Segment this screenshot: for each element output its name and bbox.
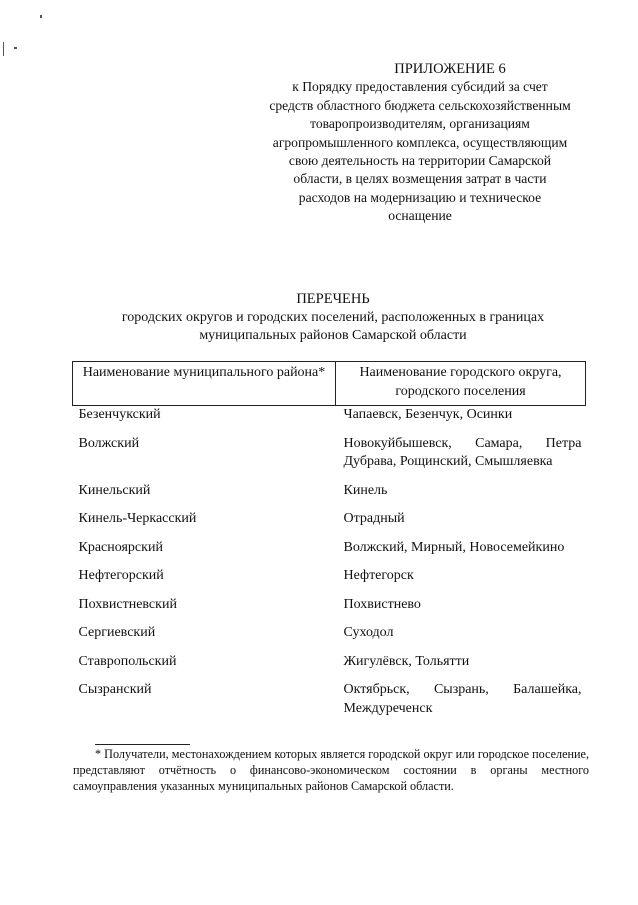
- district-cell: Сызранский: [78, 682, 152, 697]
- district-cell: Ставропольский: [78, 653, 177, 669]
- district-cell: Сергиевский: [78, 625, 156, 640]
- settlements-cell: Новокуйбышевск, Самара, Петра Дубрава, Рощинский, Смышляевка: [343, 435, 582, 469]
- appendix-title: ПРИЛОЖЕНИЕ 6: [394, 61, 506, 77]
- table-row: [73, 435, 586, 482]
- settlements-cell: Похвистнево: [343, 596, 421, 612]
- scan-mark-dot: [14, 47, 17, 49]
- table-row: [73, 510, 586, 539]
- district-cell: Кинельский: [78, 482, 151, 498]
- settlements-cell: Суходол: [343, 625, 394, 640]
- appendix-line: области, в целях возмещения затрат в части: [293, 171, 547, 187]
- appendix-line: оснащение: [388, 208, 452, 224]
- settlements-cell: Октябрьск, Сызрань, Балашейка, Междуреченск: [343, 682, 582, 716]
- table-row: [73, 681, 586, 728]
- settlements-cell: Нефтегорск: [343, 568, 414, 583]
- settlements-cell: Чапаевск, Безенчук, Осинки: [343, 407, 513, 422]
- appendix-block: [250, 60, 590, 226]
- district-cell: Нефтегорский: [78, 568, 164, 583]
- district-cell: Красноярский: [78, 539, 163, 555]
- appendix-line: свою деятельность на территории Самарской: [288, 153, 552, 169]
- heading-line: муниципальных районов Самарской области: [199, 328, 467, 343]
- footnote-divider: [95, 744, 190, 745]
- table-row: [73, 567, 586, 596]
- table-row: [73, 406, 586, 435]
- district-cell: Кинель-Черкасский: [78, 511, 197, 526]
- scan-mark-top: [40, 15, 42, 18]
- document-heading: [80, 290, 586, 346]
- appendix-line: товаропроизводителям, организациям: [310, 116, 530, 132]
- header-district: Наименование муниципального района*: [73, 362, 336, 406]
- table-row: [73, 624, 586, 653]
- settlements-cell: Жигулёвск, Тольятти: [343, 653, 470, 669]
- heading-title: ПЕРЕЧЕНЬ: [296, 291, 370, 307]
- appendix-line: расходов на модернизацию и техническое: [298, 189, 542, 205]
- header-settlement: Наименование городского округа, городского поселения: [336, 362, 586, 406]
- settlements-cell: Кинель: [343, 482, 388, 498]
- table-row: [73, 653, 586, 682]
- settlements-cell: Волжский, Мирный, Новосемейкино: [343, 539, 565, 555]
- district-cell: Безенчукский: [78, 407, 161, 422]
- scan-mark-left: [3, 42, 4, 56]
- appendix-line: агропромышленного комплекса, осуществляющим: [272, 134, 568, 150]
- heading-line: городских округов и городских поселений, расположенных в границах: [121, 309, 545, 325]
- appendix-line: средств областного бюджета сельскохозяйственным: [269, 97, 571, 113]
- footnote-text: * Получатели, местонахождением которых является городской округ или городское поселение, представляют отчётность о финансово-экономическом состоянии в органы местного самоуправления указанных муниципальных районов Самарской области.: [73, 747, 589, 794]
- table-row: [73, 482, 586, 511]
- table-row: [73, 539, 586, 568]
- districts-table: [72, 361, 586, 728]
- appendix-line: к Порядку предоставления субсидий за счет: [292, 79, 548, 95]
- district-cell: Похвистневский: [78, 596, 177, 612]
- table-row: [73, 596, 586, 625]
- table-header-row: [73, 362, 586, 406]
- settlements-cell: Отрадный: [343, 511, 405, 526]
- district-cell: Волжский: [78, 435, 140, 451]
